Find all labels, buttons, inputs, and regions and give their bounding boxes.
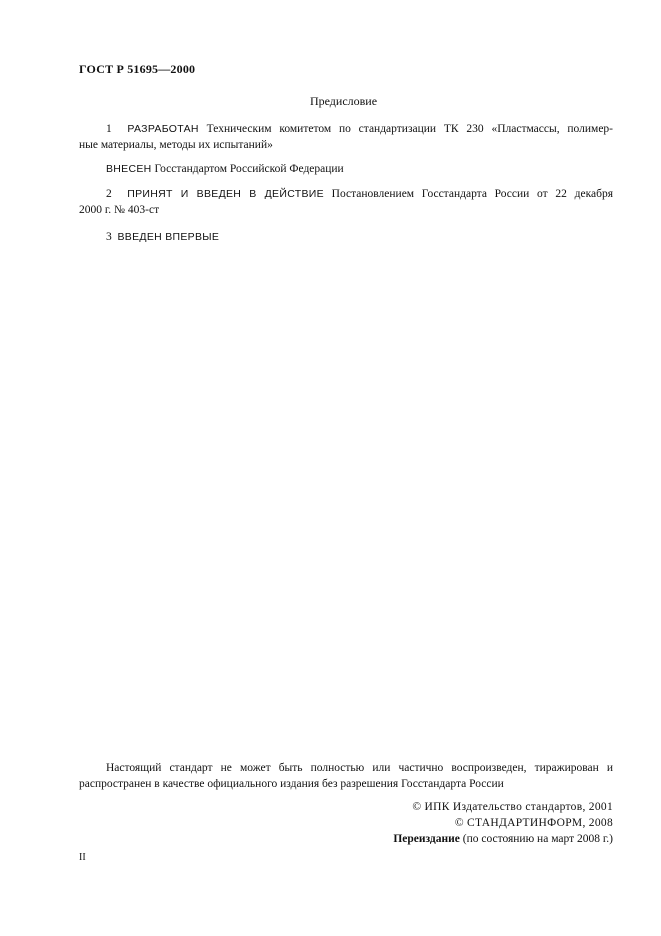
- copyright-line-publisher: © ИПК Издательство стандартов, 2001: [412, 801, 613, 813]
- preface-item-line: [79, 186, 613, 202]
- copyright-line-standartinform: © СТАНДАРТИНФОРМ, 2008: [454, 817, 613, 829]
- item-text: Госстандартом Российской Федерации: [154, 163, 344, 175]
- preface-item-adopted: [79, 186, 613, 218]
- item-keyword: ВНЕСЕН: [106, 163, 152, 175]
- notice-line: Настоящий стандарт не может быть полностью или частично воспроизведен, тиражирован и: [106, 762, 613, 774]
- item-number: 1: [106, 123, 112, 135]
- preface-item-line: [79, 161, 613, 177]
- item-text: Постановлением Госстандарта России от 22 декабря: [331, 188, 613, 200]
- item-number: 3: [106, 231, 112, 243]
- reissue-text: (по состоянию на март 2008 г.): [462, 833, 613, 845]
- reissue-label: Переиздание: [393, 833, 460, 845]
- notice-line-continued: распространен в качестве официального издания без разрешения Госстандарта России: [79, 778, 504, 790]
- preface-item-developed: [79, 121, 613, 153]
- preface-item-line: [79, 121, 613, 137]
- item-keyword: ПРИНЯТ И ВВЕДЕН В ДЕЙСТВИЕ: [127, 188, 324, 200]
- preface-item-first-introduced: [79, 229, 613, 245]
- reissue-line: [393, 831, 613, 847]
- item-text: Техническим комитетом по стандартизации ТК 230 «Пластмассы, полимер-: [206, 123, 614, 135]
- item-number: 2: [106, 188, 112, 200]
- reproduction-notice: [79, 760, 613, 792]
- page-number: II: [79, 852, 86, 863]
- item-text-continued: 2000 г. № 403-ст: [79, 204, 160, 216]
- copyright-block: [393, 799, 613, 847]
- preface-item-line: [79, 229, 613, 245]
- document-code: ГОСТ Р 51695—2000: [79, 62, 196, 76]
- item-keyword: ВВЕДЕН ВПЕРВЫЕ: [117, 231, 220, 243]
- item-keyword: РАЗРАБОТАН: [127, 123, 199, 135]
- item-text-continued: ные материалы, методы их испытаний»: [79, 139, 273, 151]
- preface-title: Предисловие: [309, 94, 378, 108]
- preface-item-introduced: [79, 161, 613, 177]
